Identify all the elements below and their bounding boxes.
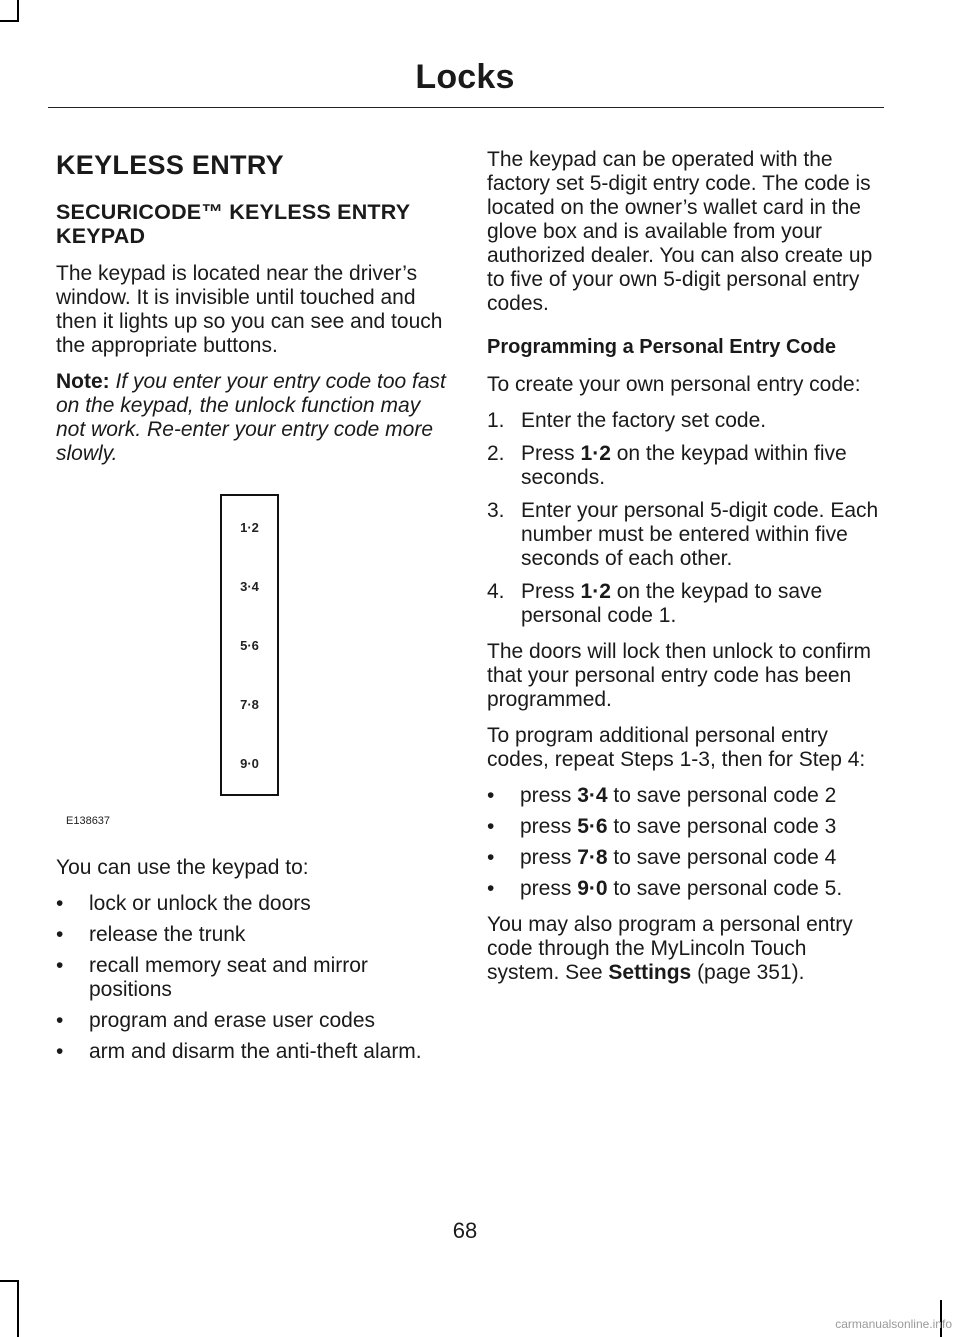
keypad-key-9-0: 9·0 (240, 756, 259, 771)
crop-mark-top-left-h (0, 20, 19, 22)
list-item: 1. Enter the factory set code. (487, 409, 767, 432)
keypad-figure (56, 494, 446, 834)
note-label: Note: (56, 370, 110, 393)
steps-list (487, 409, 882, 628)
list-item: • press 3·4 to save personal code 2 (487, 784, 837, 807)
keypad-key-7-8: 7·8 (240, 697, 259, 712)
keypad-key-3-4: 3·4 (240, 579, 259, 594)
left-column (56, 148, 446, 1076)
keypad-intro: The keypad is located near the driver’s window. It is invisible until touched and then it lights up so you can see and touch the appropriate buttons. (56, 262, 443, 357)
list-item: • press 9·0 to save personal code 5. (487, 877, 843, 900)
list-item: 3. Enter your personal 5-digit code. Each number must be entered within five seconds of each other. (487, 499, 879, 570)
note (56, 370, 446, 466)
confirm-text: The doors will lock then unlock to confirm that your personal entry code has been programmed. (487, 640, 871, 711)
header-rule (48, 107, 884, 108)
mylincoln-text: You may also program a personal entry code through the MyLincoln Touch system. See Settings (page 351). (487, 913, 853, 984)
keypad-key-1-2: 1·2 (240, 520, 259, 535)
crop-mark-top-left-v (17, 0, 19, 22)
keypad-key-5-6: 5·6 (240, 638, 259, 653)
settings-link[interactable]: Settings (608, 961, 692, 984)
watermark: carmanualsonline.info (835, 1317, 952, 1331)
press-list (487, 784, 882, 901)
page-number: 68 (452, 1218, 478, 1243)
uses-intro: You can use the keypad to: (56, 856, 309, 879)
list-item: • recall memory seat and mirror positions (56, 954, 368, 1001)
list-item: 4. Press 1·2 on the keypad to save personal code 1. (487, 580, 823, 627)
list-item: • lock or unlock the doors (56, 892, 311, 915)
list-item: • release the trunk (56, 923, 246, 946)
programming-heading: Programming a Personal Entry Code (487, 336, 836, 358)
programming-intro: To create your own personal entry code: (487, 373, 861, 396)
section-heading: KEYLESS ENTRY (56, 150, 284, 180)
page-header-title: Locks (415, 58, 515, 96)
list-item: • press 7·8 to save personal code 4 (487, 846, 837, 869)
right-column (487, 148, 882, 997)
additional-codes-text: To program additional personal entry codes, repeat Steps 1-3, then for Step 4: (487, 724, 866, 771)
crop-mark-bottom-left-v (17, 1280, 19, 1337)
keypad-illustration (220, 494, 279, 796)
uses-list (56, 892, 446, 1064)
list-item: 2. Press 1·2 on the keypad within five seconds. (487, 442, 847, 489)
factory-code-intro: The keypad can be operated with the factory set 5-digit entry code. The code is located on the owner’s wallet card in the glove box and is available from your authorized dealer. You can also create up to five of your own 5-digit personal entry codes. (487, 148, 873, 315)
figure-code: E138637 (66, 815, 111, 827)
crop-mark-bottom-left-h (0, 1280, 19, 1282)
list-item: • program and erase user codes (56, 1009, 375, 1032)
list-item: • press 5·6 to save personal code 3 (487, 815, 837, 838)
note-text: If you enter your entry code too fast on the keypad, the unlock function may not work. Re-enter your entry code more slowly. (56, 370, 446, 465)
subsection-heading: SECURICODE™ KEYLESS ENTRY KEYPAD (56, 200, 410, 248)
list-item: • arm and disarm the anti-theft alarm. (56, 1040, 422, 1063)
